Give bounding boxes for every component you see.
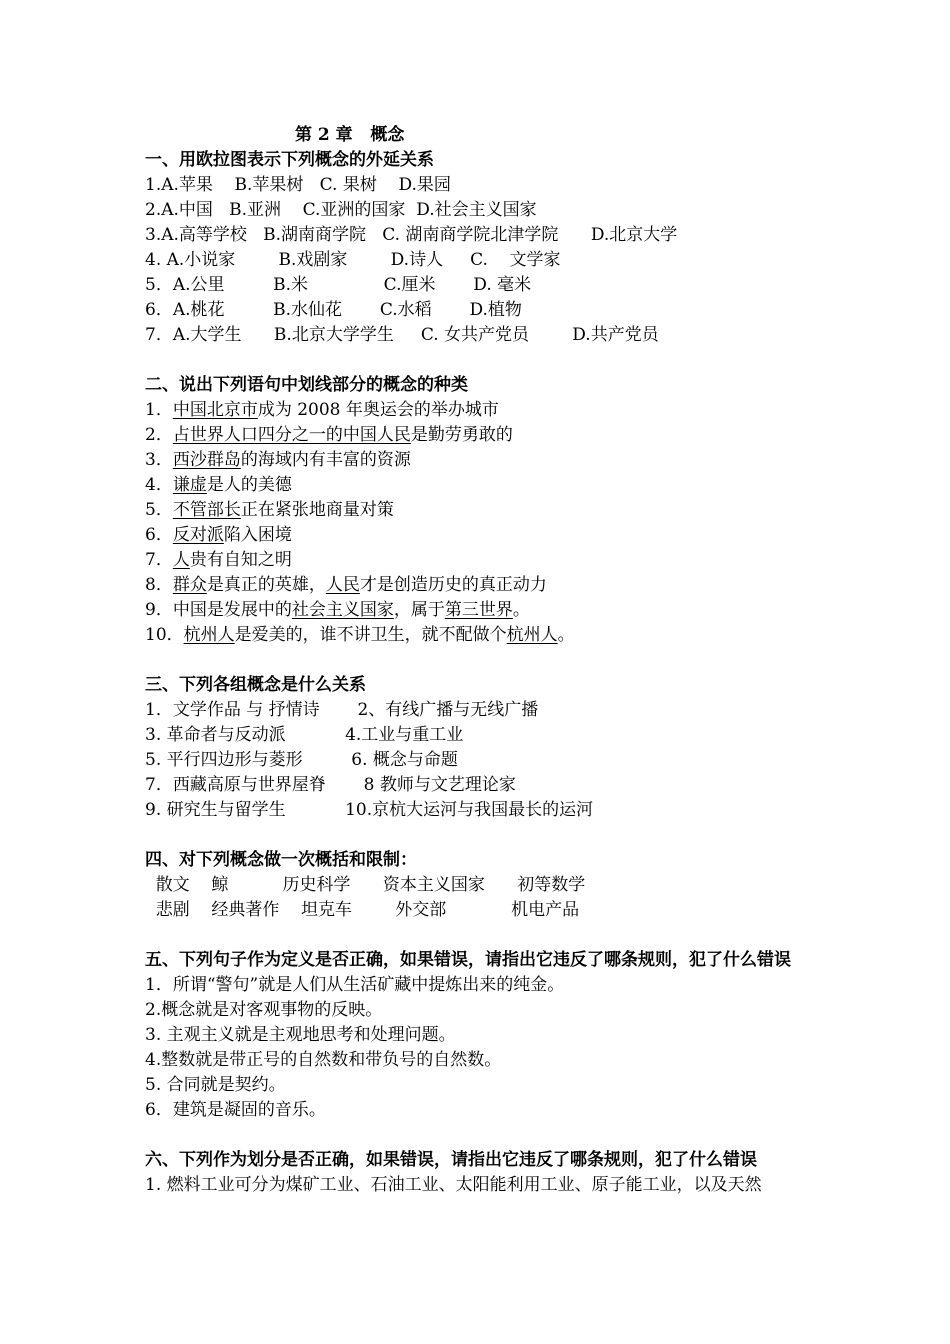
s3-item-4: 7．西藏高原与世界屋脊 8 教师与文艺理论家 <box>145 775 516 795</box>
s1-item-7: 7．A.大学生 B.北京大学学生 C. 女共产党员 D.共产党员 <box>145 325 659 345</box>
item-text: 。 <box>557 625 575 645</box>
item-text: 成为 2008 年奥运会的举办城市 <box>257 400 499 420</box>
s2-item-4 <box>145 473 815 498</box>
s2-item-2 <box>145 423 815 448</box>
item-text: 。 <box>512 600 530 620</box>
s3-item-5: 9. 研究生与留学生 10.京杭大运河与我国最长的运河 <box>145 800 594 820</box>
item-text: 才是创造历史的真正动力 <box>359 575 547 595</box>
underlined-concept: 人 <box>172 550 190 570</box>
s5-item-6: 6．建筑是凝固的音乐。 <box>145 1100 326 1120</box>
spacer <box>145 823 815 848</box>
s4-item-1: 散文 鲸 历史科学 资本主义国家 初等数学 <box>145 875 586 895</box>
item-number: 2． <box>145 425 173 445</box>
section-3-heading: 三、下列各组概念是什么关系 <box>145 675 366 695</box>
item-text: 是勤劳勇敢的 <box>410 425 513 445</box>
s1-item-4: 4. A.小说家 B.戏剧家 D.诗人 C. 文学家 <box>145 250 561 270</box>
underlined-concept: 群众 <box>172 575 207 595</box>
s5-item-5: 5. 合同就是契约。 <box>145 1075 286 1095</box>
s2-item-3 <box>145 448 815 473</box>
item-text: 中国是发展中的 <box>172 600 292 620</box>
s2-item-8 <box>145 573 815 598</box>
item-text: 陷入困境 <box>223 525 292 545</box>
item-text: 是真正的英雄， <box>206 575 326 595</box>
underlined-concept: 人民 <box>325 575 360 595</box>
underlined-concept: 谦虚 <box>172 475 207 495</box>
underlined-concept: 西沙群岛 <box>172 450 241 470</box>
section-5-heading: 五、下列句子作为定义是否正确，如果错误，请指出它违反了哪条规则，犯了什么错误 <box>145 950 791 970</box>
s5-item-3: 3. 主观主义就是主观地思考和处理问题。 <box>145 1025 456 1045</box>
s5-item-4: 4.整数就是带正号的自然数和带负号的自然数。 <box>145 1050 502 1070</box>
underlined-concept: 杭州人 <box>183 625 235 645</box>
s1-item-3: 3.A.高等学校 B.湖南商学院 C. 湖南商学院北津学院 D.北京大学 <box>145 225 678 245</box>
item-number: 7． <box>145 550 173 570</box>
underlined-concept: 中国北京市 <box>172 400 258 420</box>
document-page <box>145 123 815 1198</box>
underlined-concept: 不管部长 <box>172 500 241 520</box>
underlined-concept: 社会主义国家 <box>291 600 394 620</box>
underlined-concept: 第三世界 <box>444 600 513 620</box>
s6-item-1: 1. 燃料工业可分为煤矿工业、石油工业、太阳能利用工业、原子能工业，以及天然 <box>145 1175 762 1195</box>
item-number: 4． <box>145 475 173 495</box>
s1-item-1: 1.A.苹果 B.苹果树 C. 果树 D.果园 <box>145 175 451 195</box>
item-number: 1． <box>145 400 173 420</box>
section-6-heading: 六、下列作为划分是否正确，如果错误，请指出它违反了哪条规则，犯了什么错误 <box>145 1150 757 1170</box>
section-1-heading: 一、用欧拉图表示下列概念的外延关系 <box>145 150 434 170</box>
item-number: 6． <box>145 525 173 545</box>
item-number: 9． <box>145 600 173 620</box>
item-text: 贵有自知之明 <box>189 550 292 570</box>
spacer <box>145 1123 815 1148</box>
spacer <box>145 923 815 948</box>
underlined-concept: 杭州人 <box>506 625 558 645</box>
item-text: 正在紧张地商量对策 <box>240 500 394 520</box>
spacer <box>145 348 815 373</box>
spacer <box>145 648 815 673</box>
s5-item-2: 2.概念就是对客观事物的反映。 <box>145 1000 383 1020</box>
s4-item-2: 悲剧 经典著作 坦克车 外交部 机电产品 <box>145 900 580 920</box>
underlined-concept: 占世界人口四分之一的中国人民 <box>172 425 411 445</box>
item-text: 是爱美的，谁不讲卫生，就不配做个 <box>234 625 507 645</box>
s3-item-3: 5. 平行四边形与菱形 6. 概念与命题 <box>145 750 458 770</box>
item-number: 8． <box>145 575 173 595</box>
s1-item-6: 6．A.桃花 B.水仙花 C.水稻 D.植物 <box>145 300 522 320</box>
s2-item-1 <box>145 398 815 423</box>
s1-item-5: 5．A.公里 B.米 C.厘米 D. 毫米 <box>145 275 532 295</box>
item-text: 的海域内有丰富的资源 <box>240 450 411 470</box>
s2-item-7 <box>145 548 815 573</box>
s3-item-1: 1．文学作品 与 抒情诗 2、有线广播与无线广播 <box>145 700 539 720</box>
s5-item-1: 1．所谓“警句”就是人们从生活矿藏中提炼出来的纯金。 <box>145 975 565 995</box>
section-4-heading: 四、对下列概念做一次概括和限制： <box>145 850 417 870</box>
section-2-heading: 二、说出下列语句中划线部分的概念的种类 <box>145 375 468 395</box>
item-text: 是人的美德 <box>206 475 292 495</box>
s3-item-2: 3. 革命者与反动派 4.工业与重工业 <box>145 725 464 745</box>
s2-item-6 <box>145 523 815 548</box>
item-number: 10． <box>145 625 184 645</box>
underlined-concept: 反对派 <box>172 525 224 545</box>
page-title: 第 2 章 概念 <box>295 125 405 145</box>
item-text: ，属于 <box>393 600 445 620</box>
s2-item-5 <box>145 498 815 523</box>
s2-item-10 <box>145 623 815 648</box>
item-number: 3． <box>145 450 173 470</box>
s1-item-2: 2.A.中国 B.亚洲 C.亚洲的国家 D.社会主义国家 <box>145 200 537 220</box>
s2-item-9 <box>145 598 815 623</box>
item-number: 5． <box>145 500 173 520</box>
